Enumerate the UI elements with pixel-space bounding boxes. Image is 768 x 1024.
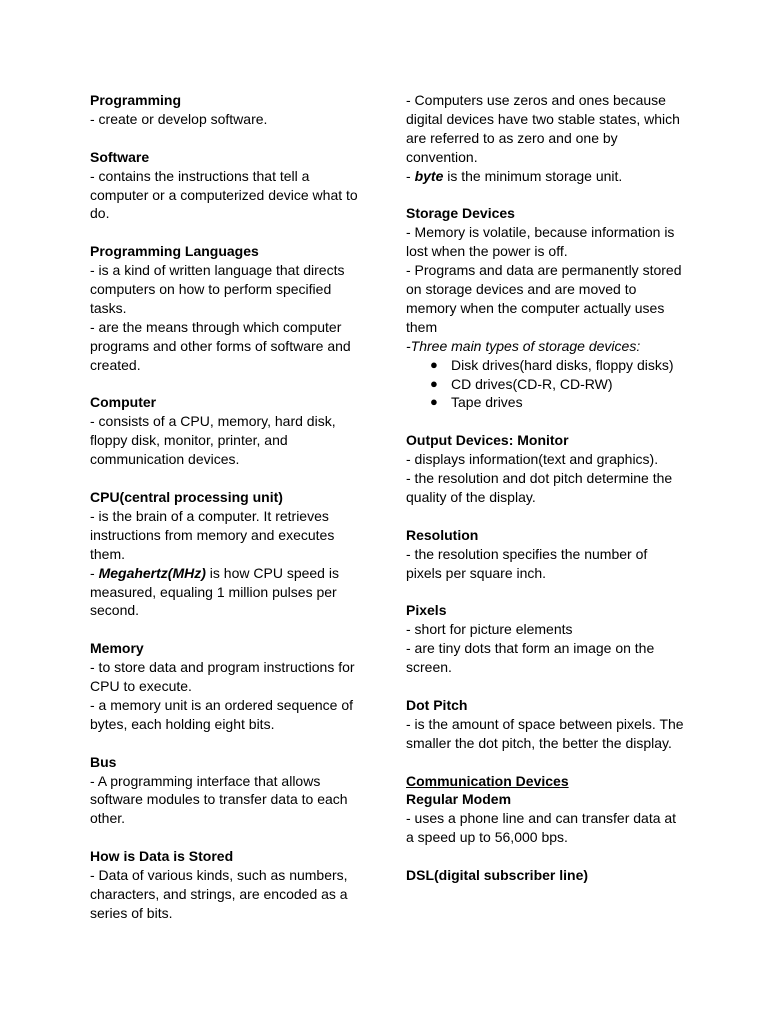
heading-memory: Memory xyxy=(90,640,144,657)
byte-rest: is the minimum storage unit. xyxy=(443,167,623,184)
section-storage xyxy=(406,204,684,412)
heading-cpu: CPU(central processing unit) xyxy=(90,488,283,505)
section-programming xyxy=(90,91,365,129)
programming-languages-line-1: - is a kind of written language that directs computers on how to perform specified tasks. xyxy=(90,262,345,316)
heading-resolution: Resolution xyxy=(406,526,479,543)
section-communication xyxy=(406,772,684,848)
cpu-mhz-prefix: - xyxy=(90,564,99,581)
programming-line-1: - create or develop software. xyxy=(90,110,268,127)
heading-bus: Bus xyxy=(90,753,117,770)
section-binary xyxy=(406,91,684,186)
bullet-icon: ● xyxy=(430,394,438,410)
left-column xyxy=(90,91,365,923)
cpu-mhz-term: Megahertz(MHz) xyxy=(98,564,206,581)
section-software xyxy=(90,148,365,224)
bullet-icon: ● xyxy=(430,375,438,391)
monitor-line-2: - the resolution and dot pitch determine the quality of the display. xyxy=(406,470,673,505)
section-data-stored xyxy=(90,847,365,923)
storage-type-3: Tape drives xyxy=(451,394,523,411)
heading-dsl: DSL(digital subscriber line) xyxy=(406,867,589,884)
data-stored-line-1: - Data of various kinds, such as numbers, characters, and strings, are encoded as a series of bits. xyxy=(90,867,348,921)
storage-types-list xyxy=(406,356,684,413)
cpu-mhz-rest: is how CPU speed is measured, equaling 1 million pulses per second. xyxy=(90,564,339,619)
memory-line-2: - a memory unit is an ordered sequence of bytes, each holding eight bits. xyxy=(90,696,354,732)
storage-type-1: Disk drives(hard disks, floppy disks) xyxy=(451,356,674,373)
computer-line-1: - consists of a CPU, memory, hard disk, floppy disk, monitor, printer, and communication devices. xyxy=(90,413,336,468)
pixels-line-2: - are tiny dots that form an image on the screen. xyxy=(406,640,655,676)
heading-programming-languages: Programming Languages xyxy=(90,243,259,260)
section-pixels xyxy=(406,601,684,677)
byte-term: byte xyxy=(414,167,444,184)
heading-communication: Communication Devices xyxy=(406,772,569,789)
heading-dot-pitch: Dot Pitch xyxy=(406,696,468,713)
right-column xyxy=(406,91,684,885)
heading-storage: Storage Devices xyxy=(406,205,515,222)
section-dot-pitch xyxy=(406,696,684,753)
storage-type-2: CD drives(CD-R, CD-RW) xyxy=(451,375,613,392)
bullet-icon: ● xyxy=(430,356,438,372)
storage-line-2: - Programs and data are permanently stored on storage devices and are moved to memory when the computer actually uses them xyxy=(406,262,682,335)
list-item xyxy=(430,393,684,412)
section-memory xyxy=(90,639,365,734)
cpu-mhz-line xyxy=(90,564,365,621)
programming-languages-line-2: - are the means through which computer programs and other forms of software and created. xyxy=(90,318,351,373)
list-item xyxy=(430,356,684,375)
memory-line-1: - to store data and program instructions for CPU to execute. xyxy=(90,659,355,695)
storage-line-1: - Memory is volatile, because information is lost when the power is off. xyxy=(406,224,675,260)
section-dsl xyxy=(406,866,684,885)
pixels-line-1: - short for picture elements xyxy=(406,621,573,638)
modem-line-1: - uses a phone line and can transfer data at a speed up to 56,000 bps. xyxy=(406,810,677,846)
section-programming-languages xyxy=(90,242,365,374)
monitor-line-1: - displays information(text and graphics). xyxy=(406,451,659,468)
section-bus xyxy=(90,753,365,829)
binary-line-1: - Computers use zeros and ones because digital devices have two stable states, which are referred to as zero and one by convention. xyxy=(406,92,680,165)
heading-computer: Computer xyxy=(90,394,157,411)
resolution-line-1: - the resolution specifies the number of pixels per square inch. xyxy=(406,545,648,581)
section-resolution xyxy=(406,526,684,583)
software-line-1: - contains the instructions that tell a computer or a computerized device what to do. xyxy=(90,167,358,222)
heading-monitor: Output Devices: Monitor xyxy=(406,432,569,449)
section-monitor xyxy=(406,431,684,507)
byte-prefix: - xyxy=(406,167,415,184)
heading-regular-modem: Regular Modem xyxy=(406,791,512,808)
heading-pixels: Pixels xyxy=(406,602,447,619)
section-cpu xyxy=(90,488,365,620)
heading-programming: Programming xyxy=(90,92,182,108)
storage-types-intro: -Three main types of storage devices: xyxy=(406,337,641,354)
bus-line-1: - A programming interface that allows software modules to transfer data to each other. xyxy=(90,772,348,827)
byte-line xyxy=(406,167,684,186)
list-item xyxy=(430,375,684,394)
section-computer xyxy=(90,393,365,469)
heading-data-stored: How is Data is Stored xyxy=(90,848,234,865)
cpu-line-1: - is the brain of a computer. It retrieves instructions from memory and executes them. xyxy=(90,507,335,562)
dot-pitch-line-1: - is the amount of space between pixels. The smaller the dot pitch, the better the display. xyxy=(406,715,684,751)
heading-software: Software xyxy=(90,148,150,165)
